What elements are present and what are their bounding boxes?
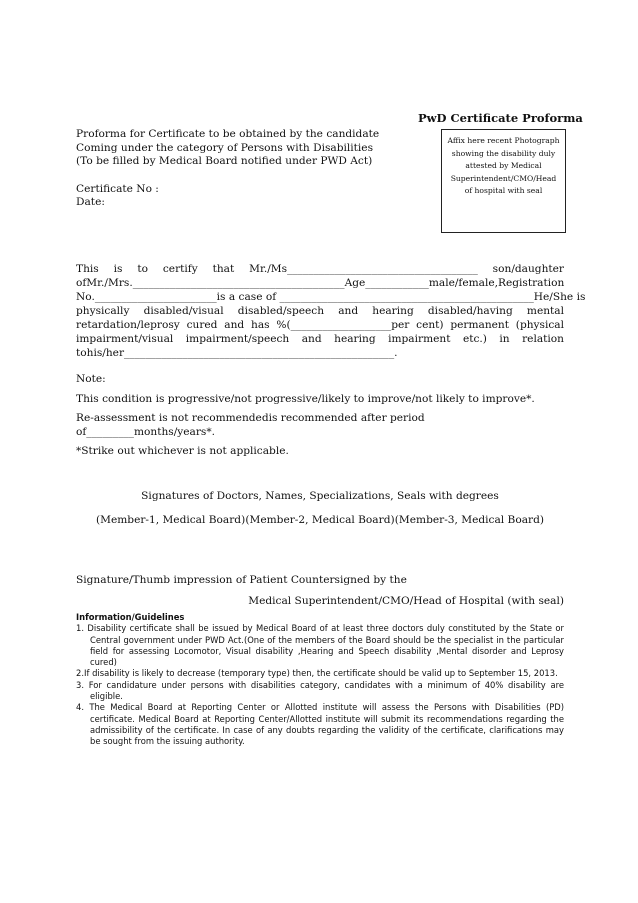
proforma-header	[76, 128, 406, 210]
header-line-1: Proforma for Certificate to be obtained by the candidate	[76, 128, 380, 140]
photo-box	[441, 129, 566, 233]
certificate-line-7: tohis/her___________________________________________________.	[76, 347, 398, 359]
certificate-line-3: No._______________________is a case of ________________________________________________He/She is	[76, 291, 586, 303]
certificate-line-4: physically disabled/visual disabled/speech and hearing disabled/having mental	[76, 305, 564, 317]
guideline-item: 4. The Medical Board at Reporting Center or Allotted institute will assess the Persons with Disabilities (PD) certificate. Medical Board at Reporting Center/Allotted institute will submit its recommendations regarding the admissibility of the certificate. In case of any doubts regarding the validity of the certificate, clarifications may be sought from the issuing authority.	[76, 702, 564, 747]
certificate-line-6: impairment/visual impairment/speech and hearing impairment etc.) in relation	[76, 333, 564, 345]
certificate-line-2: ofMr./Mrs.________________________________________Age____________male/female,Registration	[76, 277, 565, 289]
photo-box-line-1: Affix here recent Photograph	[447, 136, 560, 145]
certificate-paragraph	[76, 262, 586, 360]
note-label: Note:	[76, 373, 106, 385]
member-3-label: (Member-3, Medical Board)	[394, 514, 544, 526]
header-line-2: Coming under the category of Persons with Disabilities	[76, 141, 374, 154]
certificate-number-label: Certificate No :	[76, 182, 159, 195]
member-1-label: (Member-1, Medical Board)	[96, 514, 246, 526]
guideline-item: 1. Disability certificate shall be issued by Medical Board of at least three doctors duly constituted by the State or Central government under PWD Act.(One of the members of the Board should be the specialist in the particular field for assessing Locomotor, Visual disability ,Hearing and Speech disability ,Mental disorder and Leprosy cured)	[76, 623, 564, 668]
note-reassessment: Re-assessment is not recommendedis recommended after period of_________months/years*.	[76, 412, 425, 438]
certificate-line-1: This is to certify that Mr./Ms____________________________________ son/daughter	[76, 263, 564, 275]
header-line-3: (To be filled by Medical Board notified under PWD Act)	[76, 155, 373, 167]
guideline-item: 3. For candidature under persons with disabilities category, candidates with a minimum of 40% disability are eligible.	[76, 679, 564, 702]
patient-signature-line: Signature/Thumb impression of Patient Countersigned by the	[76, 574, 407, 586]
date-label: Date:	[76, 196, 105, 208]
certificate-line-5: retardation/leprosy cured and has %(___________________per cent) permanent (physical	[76, 319, 564, 331]
board-members	[76, 514, 564, 526]
member-2-label: (Member-2, Medical Board)	[245, 514, 395, 526]
notes-section	[76, 373, 564, 465]
countersign-line: Medical Superintendent/CMO/Head of Hospital (with seal)	[248, 595, 564, 607]
guidelines-heading: Information/Guidelines	[76, 612, 185, 622]
photo-box-line-5: of hospital with seal	[464, 186, 543, 195]
guideline-item: 2.If disability is likely to decrease (temporary type) then, the certificate should be valid up to September 15, 2013.	[76, 668, 558, 679]
photo-box-line-2: showing the disability duly	[451, 148, 556, 158]
page-title: PwD Certificate Proforma	[418, 111, 583, 125]
signatures-title: Signatures of Doctors, Names, Specializations, Seals with degrees	[141, 490, 499, 502]
note-strike-out: *Strike out whichever is not applicable.	[76, 445, 289, 457]
photo-box-line-4: Superintendent/CMO/Head	[450, 173, 557, 183]
photo-box-line-3: attested by Medical	[465, 161, 542, 170]
information-guidelines	[76, 612, 564, 748]
note-progressive: This condition is progressive/not progressive/likely to improve/not likely to improve*.	[76, 392, 535, 405]
